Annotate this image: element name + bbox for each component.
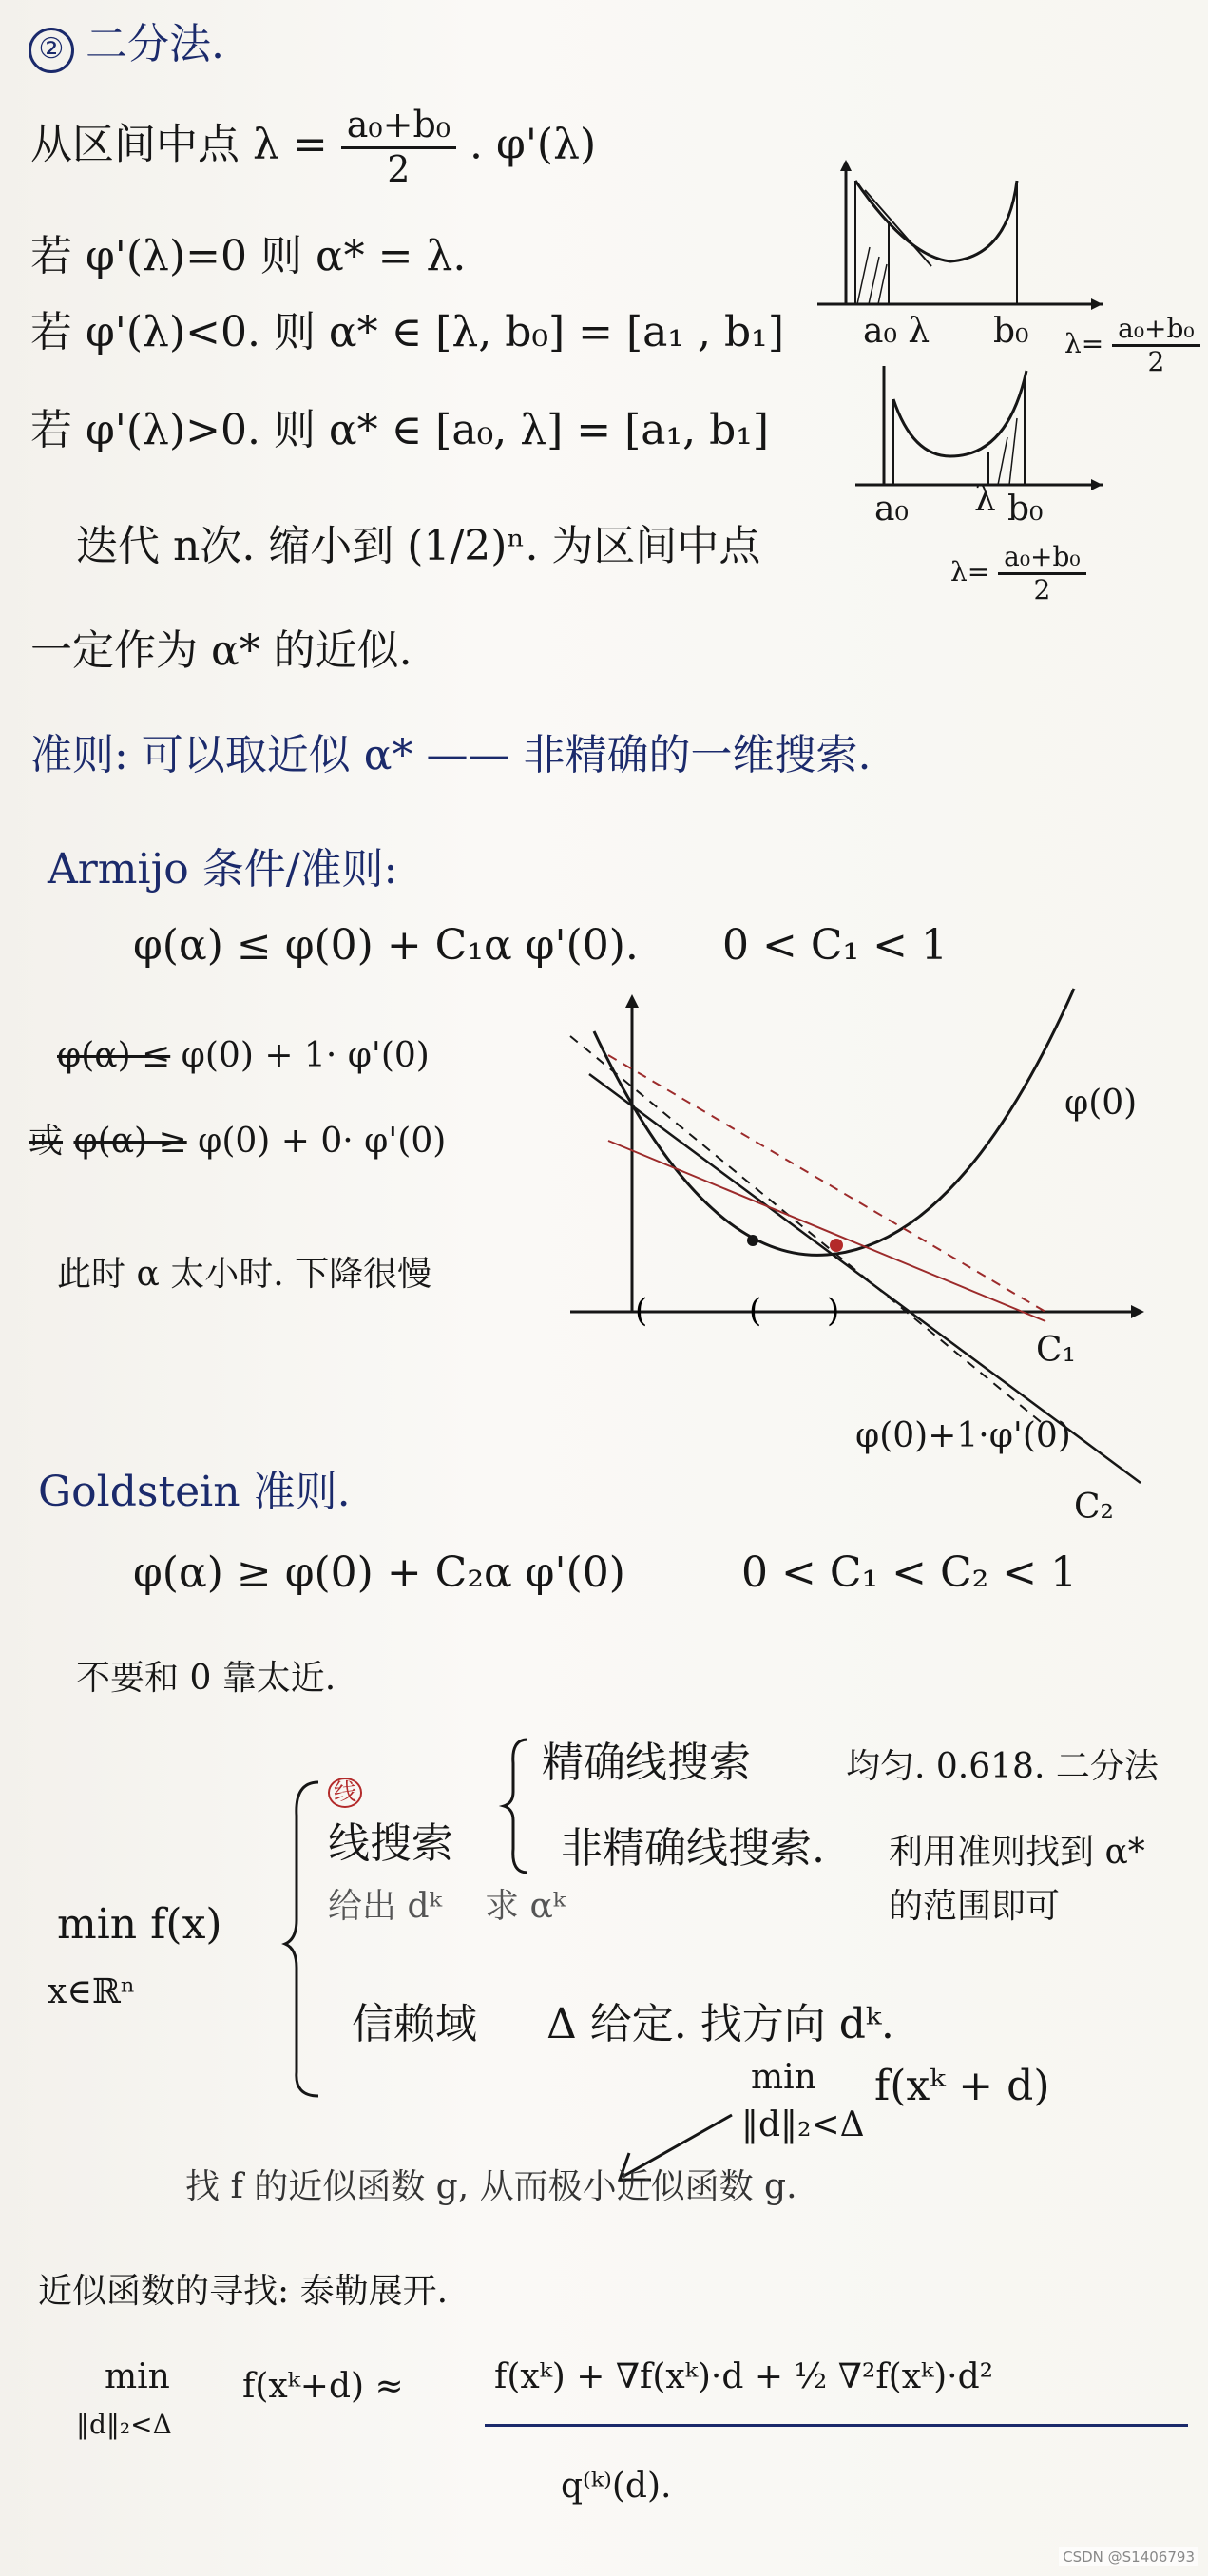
approx-underline	[485, 2424, 1188, 2427]
trust-constraint: ‖d‖₂<Δ	[741, 2105, 865, 2144]
bisection-line-6: 一定作为 α* 的近似.	[30, 626, 412, 675]
approx-title: 近似函数的寻找: 泰勒展开.	[38, 2272, 449, 2311]
armijo-variant-2: 或 φ(α) ≥ φ(0) + 0· φ'(0)	[29, 1122, 447, 1161]
criterion-heading: 准则: 可以取近似 α* —— 非精确的一维搜索.	[30, 731, 872, 779]
approx-rhs: f(xᵏ) + ∇f(xᵏ)·d + ½ ∇²f(xᵏ)·d²	[494, 2357, 994, 2396]
exact-methods: 均匀. 0.618. 二分法	[846, 1747, 1159, 1786]
svg-text:(: (	[635, 1292, 648, 1330]
watermark: CSDN @S1406793	[1059, 2547, 1198, 2566]
optimization-problem: min f(x)	[57, 1900, 222, 1949]
chart-tangent-label: φ(0)+1·φ'(0)	[855, 1416, 1071, 1455]
inexact-note-2: 的范围即可	[889, 1887, 1061, 1926]
section-number: ②	[29, 21, 74, 73]
armijo-sketch	[513, 979, 1179, 1511]
linesearch-find: 求 αᵏ	[485, 1887, 566, 1926]
trust-objective: f(xᵏ + d)	[874, 2062, 1050, 2110]
inexact-linesearch: 非精确线搜索.	[561, 1824, 825, 1873]
inner-brace	[504, 1735, 532, 1877]
goldstein-inequality: φ(α) ≥ φ(0) + C₂α φ'(0)	[133, 1548, 625, 1597]
fig2-b-label: b₀	[1007, 490, 1044, 529]
fig1-lambda: λ= $\frac{\text{a₀+b₀}}{2}$	[1064, 314, 1200, 377]
outer-brace	[285, 1778, 323, 2101]
armijo-note: 此时 α 太小时. 下降很慢	[57, 1255, 432, 1294]
approx-q: q⁽ᵏ⁾(d).	[561, 2467, 672, 2506]
armijo-variant-1: φ(α) ≤ φ(0) + 1· φ'(0)	[57, 1036, 430, 1075]
bisection-line-2: 若 φ'(λ)=0 则 α* = λ.	[30, 232, 467, 280]
fig2-a-label: a₀	[874, 490, 909, 529]
svg-text:(: (	[749, 1292, 762, 1330]
fig1-a-label: a₀ λ	[863, 312, 930, 351]
approx-function-note: 找 f 的近似函数 g, 从而极小近似函数 g.	[185, 2167, 797, 2206]
approx-lhs: f(xᵏ+d) ≈	[242, 2367, 404, 2406]
bisection-line-3: 若 φ'(λ)<0. 则 α* ∈ [λ, b₀] = [a₁ , b₁]	[30, 308, 784, 356]
optimization-domain: x∈ℝⁿ	[48, 1972, 136, 2011]
approx-min: min	[105, 2357, 170, 2396]
fig1-b-label: b₀	[993, 312, 1029, 351]
trust-min: min	[751, 2058, 816, 2097]
linesearch-mark: 线	[328, 1778, 362, 1808]
goldstein-note: 不要和 0 靠太近.	[76, 1659, 336, 1698]
armijo-title: Armijo 条件/准则:	[48, 845, 398, 894]
svg-text:): )	[827, 1292, 840, 1330]
bisection-line-1: 从区间中点 λ = $\frac{\text{a₀+b₀}}{2}$ . φ'(λ)	[30, 104, 597, 190]
inexact-note-1: 利用准则找到 α*	[889, 1833, 1145, 1872]
exact-linesearch: 精确线搜索	[542, 1739, 751, 1787]
approx-constraint: ‖d‖₂<Δ	[76, 2409, 172, 2440]
bisection-line-4: 若 φ'(λ)>0. 则 α* ∈ [a₀, λ] = [a₁, b₁]	[30, 406, 770, 454]
section-title: 二分法.	[86, 20, 224, 68]
fig2-lambda-label: λ	[974, 480, 996, 519]
midpoint-fraction: $\frac{\text{a₀+b₀}}{2}$	[341, 105, 456, 190]
chart-phi-label: φ(0)	[1064, 1084, 1138, 1123]
trust-region-label: 信赖域	[352, 2000, 477, 2048]
fig2-lambda: λ= $\frac{\text{a₀+b₀}}{2}$	[950, 542, 1086, 606]
trust-region-desc: Δ 给定. 找方向 dᵏ.	[546, 2000, 894, 2048]
bisection-line-5: 迭代 n次. 缩小到 (1/2)ⁿ. 为区间中点	[76, 522, 761, 570]
linesearch-given: 给出 dᵏ	[328, 1887, 442, 1926]
goldstein-title: Goldstein 准则.	[38, 1468, 351, 1516]
chart-c1-label: C₁	[1036, 1331, 1076, 1370]
armijo-condition: 0 < C₁ < 1	[722, 921, 948, 970]
goldstein-condition: 0 < C₁ < C₂ < 1	[741, 1548, 1078, 1597]
linesearch-label: 线搜索	[328, 1819, 453, 1868]
armijo-inequality: φ(α) ≤ φ(0) + C₁α φ'(0).	[133, 921, 639, 970]
chart-c2-label: C₂	[1074, 1488, 1114, 1527]
